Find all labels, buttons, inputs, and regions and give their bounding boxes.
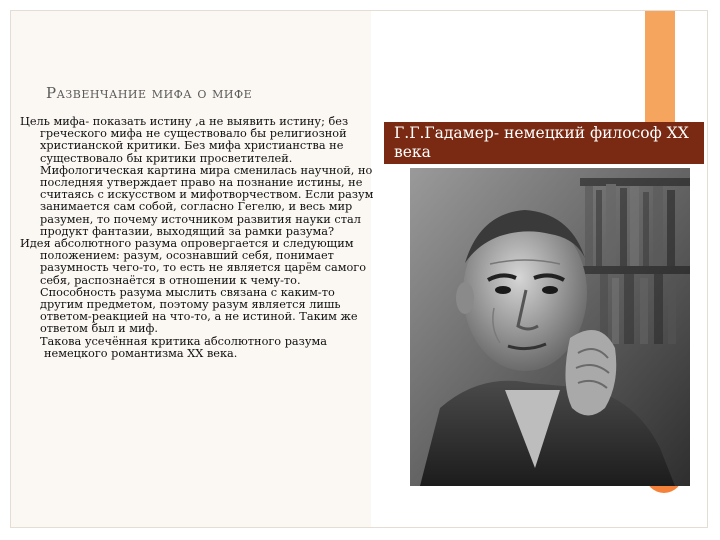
portrait-photo — [410, 168, 690, 486]
portrait-illustration — [410, 168, 690, 486]
photo-caption: Г.Г.Гадамер- немецкий философ XX века — [394, 124, 689, 161]
body-text — [20, 116, 375, 360]
paragraph-3: Такова усечённая критика абсолютного разума немецкого романтизма XX века. — [40, 334, 327, 360]
top-orange-accent — [645, 11, 675, 127]
slide-title: Развенчание мифа о мифе — [46, 84, 253, 102]
paragraph-2: Идея абсолютного разума опровергается и следующим положением: разум, осознавший себя, понимает разумность чего-то, то есть не является царём самого себя, распознаётся в отношении к чему-то. Способность разума мыслить связана с каким-то другим предметом, поэтому разум является лишь ответом-реакцией на что-то, а не истиной. Таким же ответом был и миф. — [20, 237, 367, 336]
paragraph-1: Цель мифа- показать истину ,а не выявить истину; без греческого мифа не существовало бы религиозной христианской критики. Без мифа христианства не существовало бы критики просветителей. Мифологическая картина мира сменилась научной, но последняя утверждает право на познание истины, не считаясь с искусством и мифотворчеством. Если разум занимается сам собой, согласно Гегелю, и весь мир разумен, то почему источником развития науки стал продукт фантазии, выходящий за рамки разума? — [20, 115, 374, 238]
